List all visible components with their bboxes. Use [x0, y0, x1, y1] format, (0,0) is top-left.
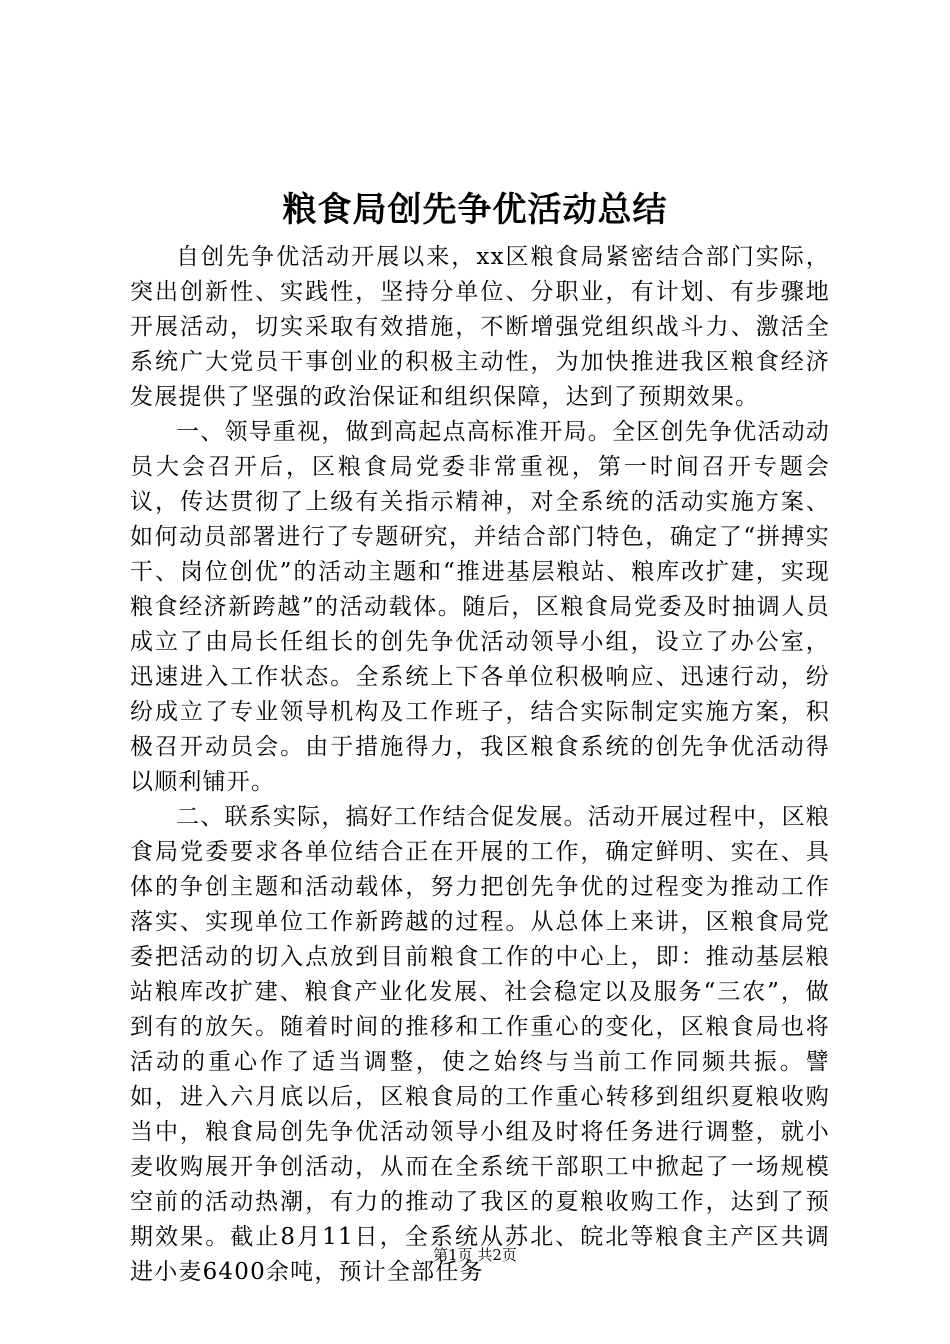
paragraph-section-2: 二、联系实际，搞好工作结合促发展。活动开展过程中，区粮食局党委要求各单位结合正在开展的工作，确定鲜明、实在、具体的争创主题和活动载体，努力把创先争优的过程变为推动工作落实、实现单位工作新跨越的过程。从总体上来讲，区粮食局党委把活动的切入点放到目前粮食工作的中心上，即：推动基层粮站粮库改扩建、粮食产业化发展、社会稳定以及服务“三农”，做到有的放矢。随着时间的推移和工作重心的变化，区粮食局也将活动的重心作了适当调整，使之始终与当前工作同频共振。譬如，进入六月底以后，区粮食局的工作重心转移到组织夏粮收购当中，粮食局创先争优活动领导小组及时将任务进行调整，就小麦收购展开争创活动，从而在全系统干部职工中掀起了一场规模空前的活动热潮，有力的推动了我区的夏粮收购工作，达到了预期效果。截止8月11日，全系统从苏北、皖北等粮食主产区共调进小麦6400余吨，预计全部任务 [130, 804, 830, 1285]
paragraph-section-1: 一、领导重视，做到高起点高标准开局。全区创先争优活动动员大会召开后，区粮食局党委非常重视，第一时间召开专题会议，传达贯彻了上级有关指示精神，对全系统的活动实施方案、如何动员部署进行了专题研究，并结合部门特色，确定了“拼搏实干、岗位创优”的活动主题和“推进基层粮站、粮库改扩建，实现粮食经济新跨越”的活动载体。随后，区粮食局党委及时抽调人员成立了由局长任组长的创先争优活动领导小组，设立了办公室，迅速进入工作状态。全系统上下各单位积极响应、迅速行动，纷纷成立了专业领导机构及工作班子，结合实际制定实施方案，积极召开动员会。由于措施得力，我区粮食系统的创先争优活动得以顺利铺开。 [130, 419, 830, 795]
page-footer [0, 1243, 950, 1267]
paragraph-intro: 自创先争优活动开展以来，xx区粮食局紧密结合部门实际，突出创新性、实践性，坚持分单位、分职业，有计划、有步骤地开展活动，切实采取有效措施，不断增强党组织战斗力、激活全系统广大党员干事创业的积极主动性，为加快推进我区粮食经济发展提供了坚强的政治保证和组织保障，达到了预期效果。 [130, 244, 830, 410]
document-body [130, 240, 830, 1290]
document-title: 粮食局创先争优活动总结 [282, 190, 668, 230]
page-number: 第1页 共2页 [433, 1246, 517, 1264]
